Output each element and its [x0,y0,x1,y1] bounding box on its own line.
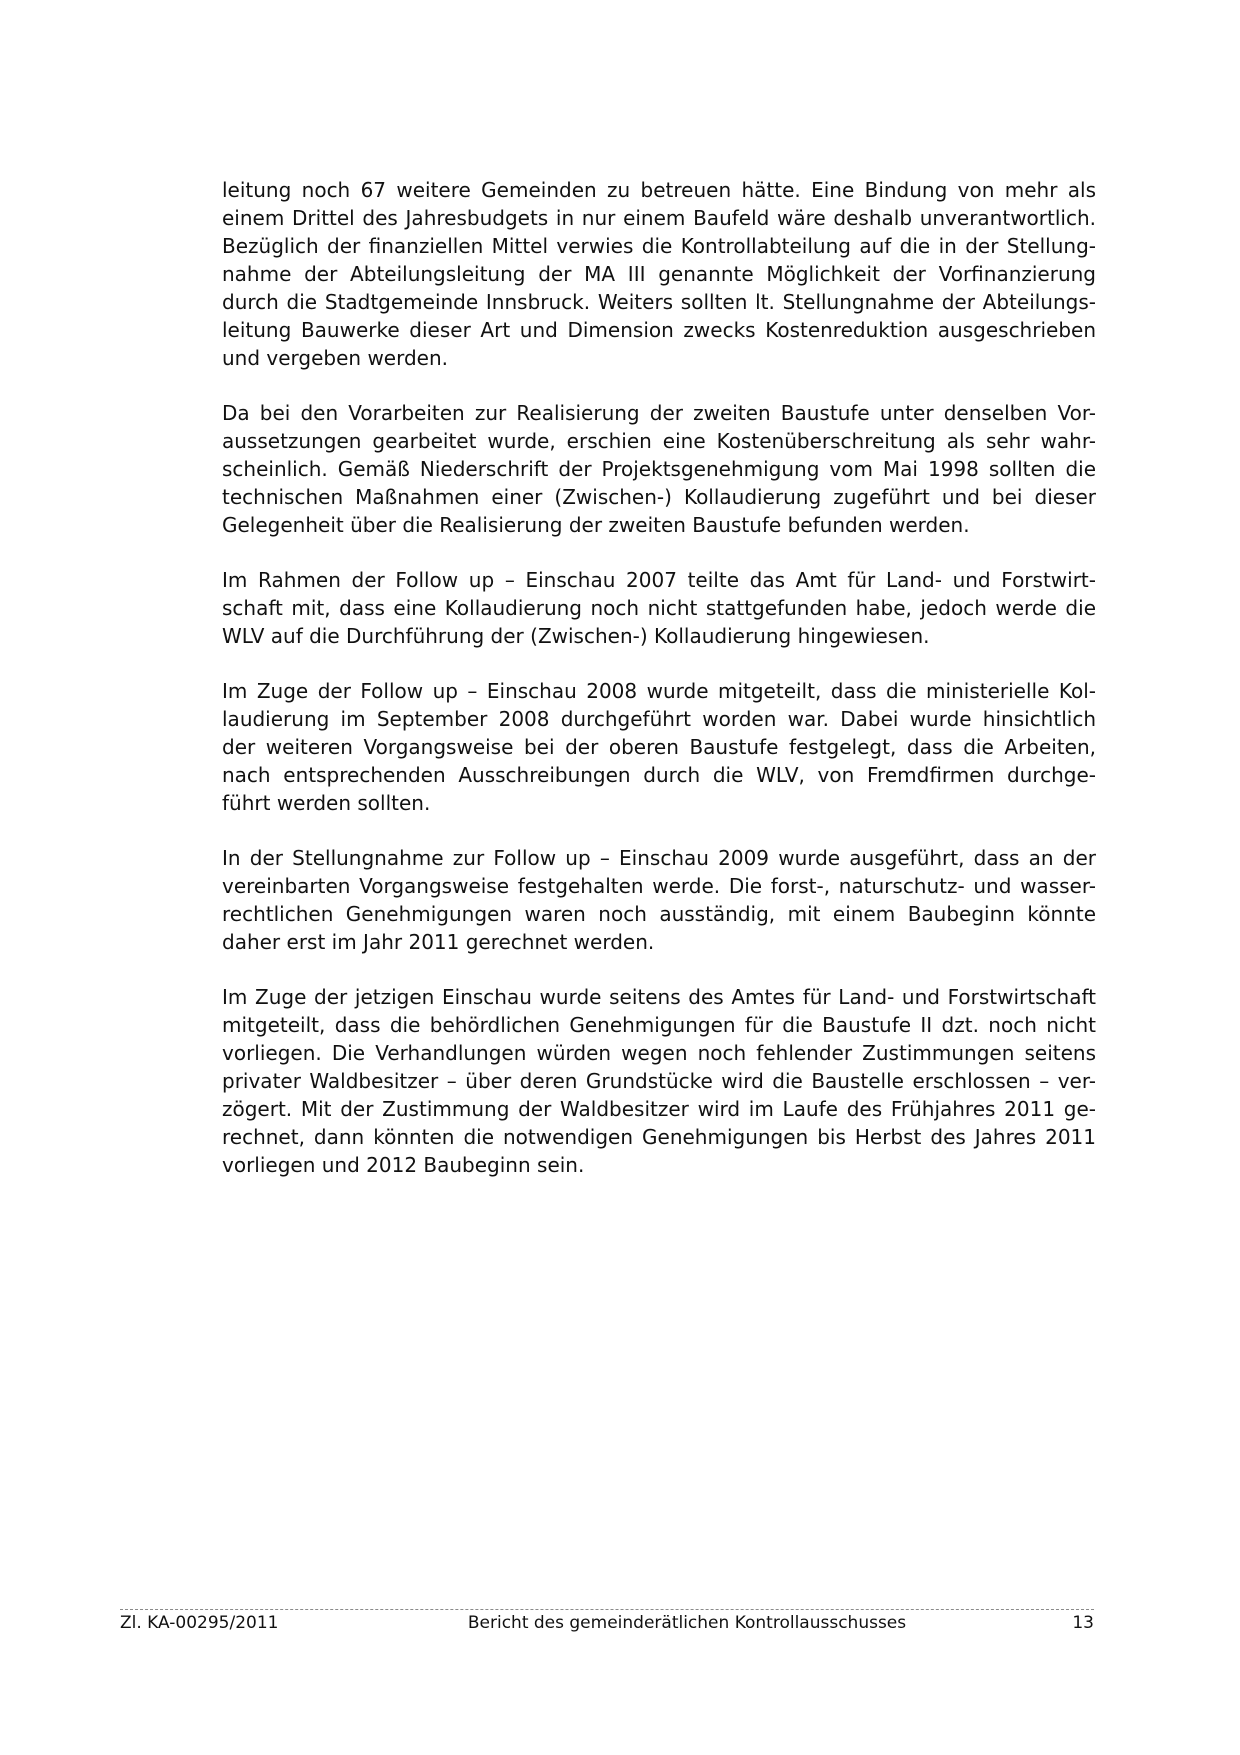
text-line: privater Waldbesitzer – über deren Grundstücke wird die Baustelle erschlossen – ver- [222,1069,1096,1093]
text-line: technischen Maßnahmen einer (Zwischen-) Kollaudierung zugeführt und bei dieser [222,485,1096,509]
text-line: mitgeteilt, dass die behördlichen Genehmigungen für die Baustufe II dzt. noch nicht [222,1013,1096,1037]
footer-title: Bericht des gemeinderätlichen Kontrollausschusses [467,1613,907,1633]
text-line: Bezüglich der finanziellen Mittel verwies die Kontrollabteilung auf die in der Stellung- [222,234,1096,258]
text-line: führt werden sollten. [222,791,431,815]
text-line: laudierung im September 2008 durchgeführt worden war. Dabei wurde hinsichtlich [222,707,1096,731]
text-line: Im Zuge der jetzigen Einschau wurde seitens des Amtes für Land- und Forstwirtschaft [222,985,1096,1009]
paragraph-3 [222,566,1096,650]
text-line: Im Rahmen der Follow up – Einschau 2007 teilte das Amt für Land- und Forstwirt- [222,568,1096,592]
text-line: aussetzungen gearbeitet wurde, erschien eine Kostenüberschreitung als sehr wahr- [222,429,1096,453]
paragraph-2 [222,399,1096,539]
text-line: vorliegen. Die Verhandlungen würden wegen noch fehlender Zustimmungen seitens [222,1041,1096,1065]
text-line: nahme der Abteilungsleitung der MA III genannte Möglichkeit der Vorfinanzierung [222,262,1096,286]
text-line: zögert. Mit der Zustimmung der Waldbesitzer wird im Laufe des Frühjahres 2011 ge- [222,1097,1096,1121]
text-line: einem Drittel des Jahresbudgets in nur einem Baufeld wäre deshalb unverantwortlich. [222,206,1096,230]
text-line: vereinbarten Vorgangsweise festgehalten werde. Die forst-, naturschutz- und wasser- [222,874,1096,898]
footer-reference: Zl. KA-00295/2011 [120,1613,279,1633]
text-line: und vergeben werden. [222,346,449,370]
text-line: daher erst im Jahr 2011 gerechnet werden. [222,930,655,954]
page-number: 13 [1072,1613,1094,1633]
paragraph-5 [222,844,1096,956]
paragraph-4 [222,677,1096,817]
text-line: leitung noch 67 weitere Gemeinden zu betreuen hätte. Eine Bindung von mehr als [222,178,1096,202]
text-line: WLV auf die Durchführung der (Zwischen-) Kollaudierung hingewiesen. [222,624,930,648]
text-line: Gelegenheit über die Realisierung der zweiten Baustufe befunden werden. [222,513,970,537]
text-line: In der Stellungnahme zur Follow up – Einschau 2009 wurde ausgeführt, dass an der [222,846,1096,870]
text-line: vorliegen und 2012 Baubeginn sein. [222,1153,585,1177]
text-line: durch die Stadtgemeinde Innsbruck. Weiters sollten lt. Stellungnahme der Abteilungs- [222,290,1096,314]
text-line: schaft mit, dass eine Kollaudierung noch nicht stattgefunden habe, jedoch werde die [222,596,1096,620]
text-line: scheinlich. Gemäß Niederschrift der Projektsgenehmigung vom Mai 1998 sollten die [222,457,1096,481]
text-line: rechtlichen Genehmigungen waren noch ausständig, mit einem Baubeginn könnte [222,902,1096,926]
text-line: der weiteren Vorgangsweise bei der oberen Baustufe festgelegt, dass die Arbeiten, [222,735,1096,759]
paragraph-1 [222,176,1096,372]
text-line: nach entsprechenden Ausschreibungen durch die WLV, von Fremdfirmen durchge- [222,763,1096,787]
page-footer [120,1609,1094,1634]
text-line: leitung Bauwerke dieser Art und Dimension zwecks Kostenreduktion ausgeschrieben [222,318,1096,342]
text-line: Im Zuge der Follow up – Einschau 2008 wurde mitgeteilt, dass die ministerielle Kol- [222,679,1096,703]
paragraph-6 [222,983,1096,1179]
body-text [222,176,1096,1206]
text-line: rechnet, dann könnten die notwendigen Genehmigungen bis Herbst des Jahres 2011 [222,1125,1096,1149]
text-line: Da bei den Vorarbeiten zur Realisierung der zweiten Baustufe unter denselben Vor- [222,401,1096,425]
